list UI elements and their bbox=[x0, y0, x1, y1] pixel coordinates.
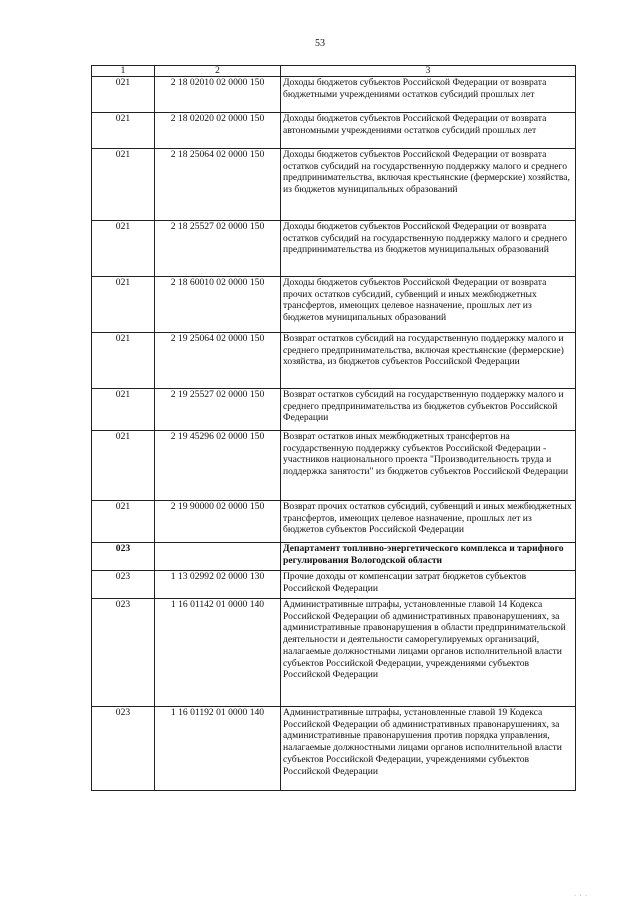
income-name-cell: Доходы бюджетов субъектов Российской Федерации от возврата остатков субсидий на государственную поддержку малого и среднего предпринимательства, включая крестьянские (фермерские) хозяйства, из бюджетов муниципальных образований bbox=[281, 149, 576, 221]
budget-code-cell: 2 19 45296 02 0000 150 bbox=[155, 431, 281, 501]
table-header-row bbox=[92, 66, 576, 77]
budget-code-cell: 2 18 60010 02 0000 150 bbox=[155, 277, 281, 333]
admin-code-cell: 023 bbox=[92, 599, 155, 707]
admin-code-cell: 021 bbox=[92, 221, 155, 277]
table-row bbox=[92, 77, 576, 113]
table-row bbox=[92, 599, 576, 707]
column-header-2: 2 bbox=[155, 66, 281, 77]
table-row bbox=[92, 431, 576, 501]
table-row bbox=[92, 221, 576, 277]
budget-code-cell: 1 13 02992 02 0000 130 bbox=[155, 571, 281, 599]
column-header-3: 3 bbox=[281, 66, 576, 77]
admin-code-cell: 023 bbox=[92, 571, 155, 599]
table-row bbox=[92, 333, 576, 389]
table-row bbox=[92, 571, 576, 599]
income-name-cell: Административные штрафы, установленные главой 14 Кодекса Российской Федерации об административных правонарушениях, за административные правонарушения в области предпринимательской деятельности и деятельности саморегулируемых организаций, налагаемые должностными лицами органов исполнительной власти субъектов Российской Федерации, учреждениями субъектов Российской Федерации bbox=[281, 599, 576, 707]
income-name-cell: Доходы бюджетов субъектов Российской Федерации от возврата прочих остатков субсидий, субвенций и иных межбюджетных трансфертов, имеющих целевое назначение, прошлых лет из бюджетов муниципальных образований bbox=[281, 277, 576, 333]
table-row bbox=[92, 149, 576, 221]
budget-code-cell: 2 18 25527 02 0000 150 bbox=[155, 221, 281, 277]
budget-code-cell: 1 16 01192 01 0000 140 bbox=[155, 707, 281, 791]
admin-code-cell: 021 bbox=[92, 77, 155, 113]
income-name-cell: Доходы бюджетов субъектов Российской Федерации от возврата автономными учреждениями остатков субсидий прошлых лет bbox=[281, 113, 576, 149]
budget-code-table bbox=[91, 65, 576, 791]
admin-code-cell: 021 bbox=[92, 149, 155, 221]
table-row bbox=[92, 277, 576, 333]
admin-code-cell: 023 bbox=[92, 543, 155, 571]
table-row bbox=[92, 389, 576, 431]
table-row bbox=[92, 501, 576, 543]
admin-code-cell: 021 bbox=[92, 113, 155, 149]
table-row bbox=[92, 113, 576, 149]
admin-code-cell: 021 bbox=[92, 431, 155, 501]
income-name-cell: Доходы бюджетов субъектов Российской Федерации от возврата бюджетными учреждениями остатков субсидий прошлых лет bbox=[281, 77, 576, 113]
budget-code-cell: 2 19 90000 02 0000 150 bbox=[155, 501, 281, 543]
budget-code-cell: 2 18 25064 02 0000 150 bbox=[155, 149, 281, 221]
budget-code-cell bbox=[155, 543, 281, 571]
column-header-1: 1 bbox=[92, 66, 155, 77]
income-name-cell: Прочие доходы от компенсации затрат бюджетов субъектов Российской Федерации bbox=[281, 571, 576, 599]
income-name-cell: Административные штрафы, установленные главой 19 Кодекса Российской Федерации об административных правонарушениях, за административные правонарушения против порядка управления, налагаемые должностными лицами органов исполнительной власти субъектов Российской Федерации, учреждениями субъектов Российской Федерации bbox=[281, 707, 576, 791]
page-number: 53 bbox=[315, 38, 325, 49]
budget-code-cell: 2 18 02020 02 0000 150 bbox=[155, 113, 281, 149]
income-name-cell: Департамент топливно-энергетического комплекса и тарифного регулирования Вологодской области bbox=[281, 543, 576, 571]
income-name-cell: Возврат остатков субсидий на государственную поддержку малого и среднего предпринимательства, включая крестьянские (фермерские) хозяйства, из бюджетов субъектов Российской Федерации bbox=[281, 333, 576, 389]
admin-code-cell: 021 bbox=[92, 277, 155, 333]
budget-code-cell: 1 16 01142 01 0000 140 bbox=[155, 599, 281, 707]
income-name-cell: Доходы бюджетов субъектов Российской Федерации от возврата остатков субсидий на государственную поддержку малого и среднего предпринимательства из бюджетов муниципальных образований bbox=[281, 221, 576, 277]
table-row bbox=[92, 707, 576, 791]
budget-code-cell: 2 19 25064 02 0000 150 bbox=[155, 333, 281, 389]
scan-artifact-mark: · · · bbox=[574, 893, 588, 899]
income-name-cell: Возврат остатков субсидий на государственную поддержку малого и среднего предпринимательства из бюджетов субъектов Российской Федерации bbox=[281, 389, 576, 431]
income-name-cell: Возврат прочих остатков субсидий, субвенций и иных межбюджетных трансфертов, имеющих целевое назначение, прошлых лет из бюджетов субъектов Российской Федерации bbox=[281, 501, 576, 543]
budget-code-cell: 2 18 02010 02 0000 150 bbox=[155, 77, 281, 113]
admin-code-cell: 021 bbox=[92, 333, 155, 389]
admin-code-cell: 021 bbox=[92, 389, 155, 431]
admin-code-cell: 021 bbox=[92, 501, 155, 543]
income-name-cell: Возврат остатков иных межбюджетных трансфертов на государственную поддержку субъектов Российской Федерации - участников национального проекта "Производительность труда и поддержка занятости" из бюджетов субъектов Российской Федерации bbox=[281, 431, 576, 501]
table-row bbox=[92, 543, 576, 571]
admin-code-cell: 023 bbox=[92, 707, 155, 791]
budget-code-cell: 2 19 25527 02 0000 150 bbox=[155, 389, 281, 431]
